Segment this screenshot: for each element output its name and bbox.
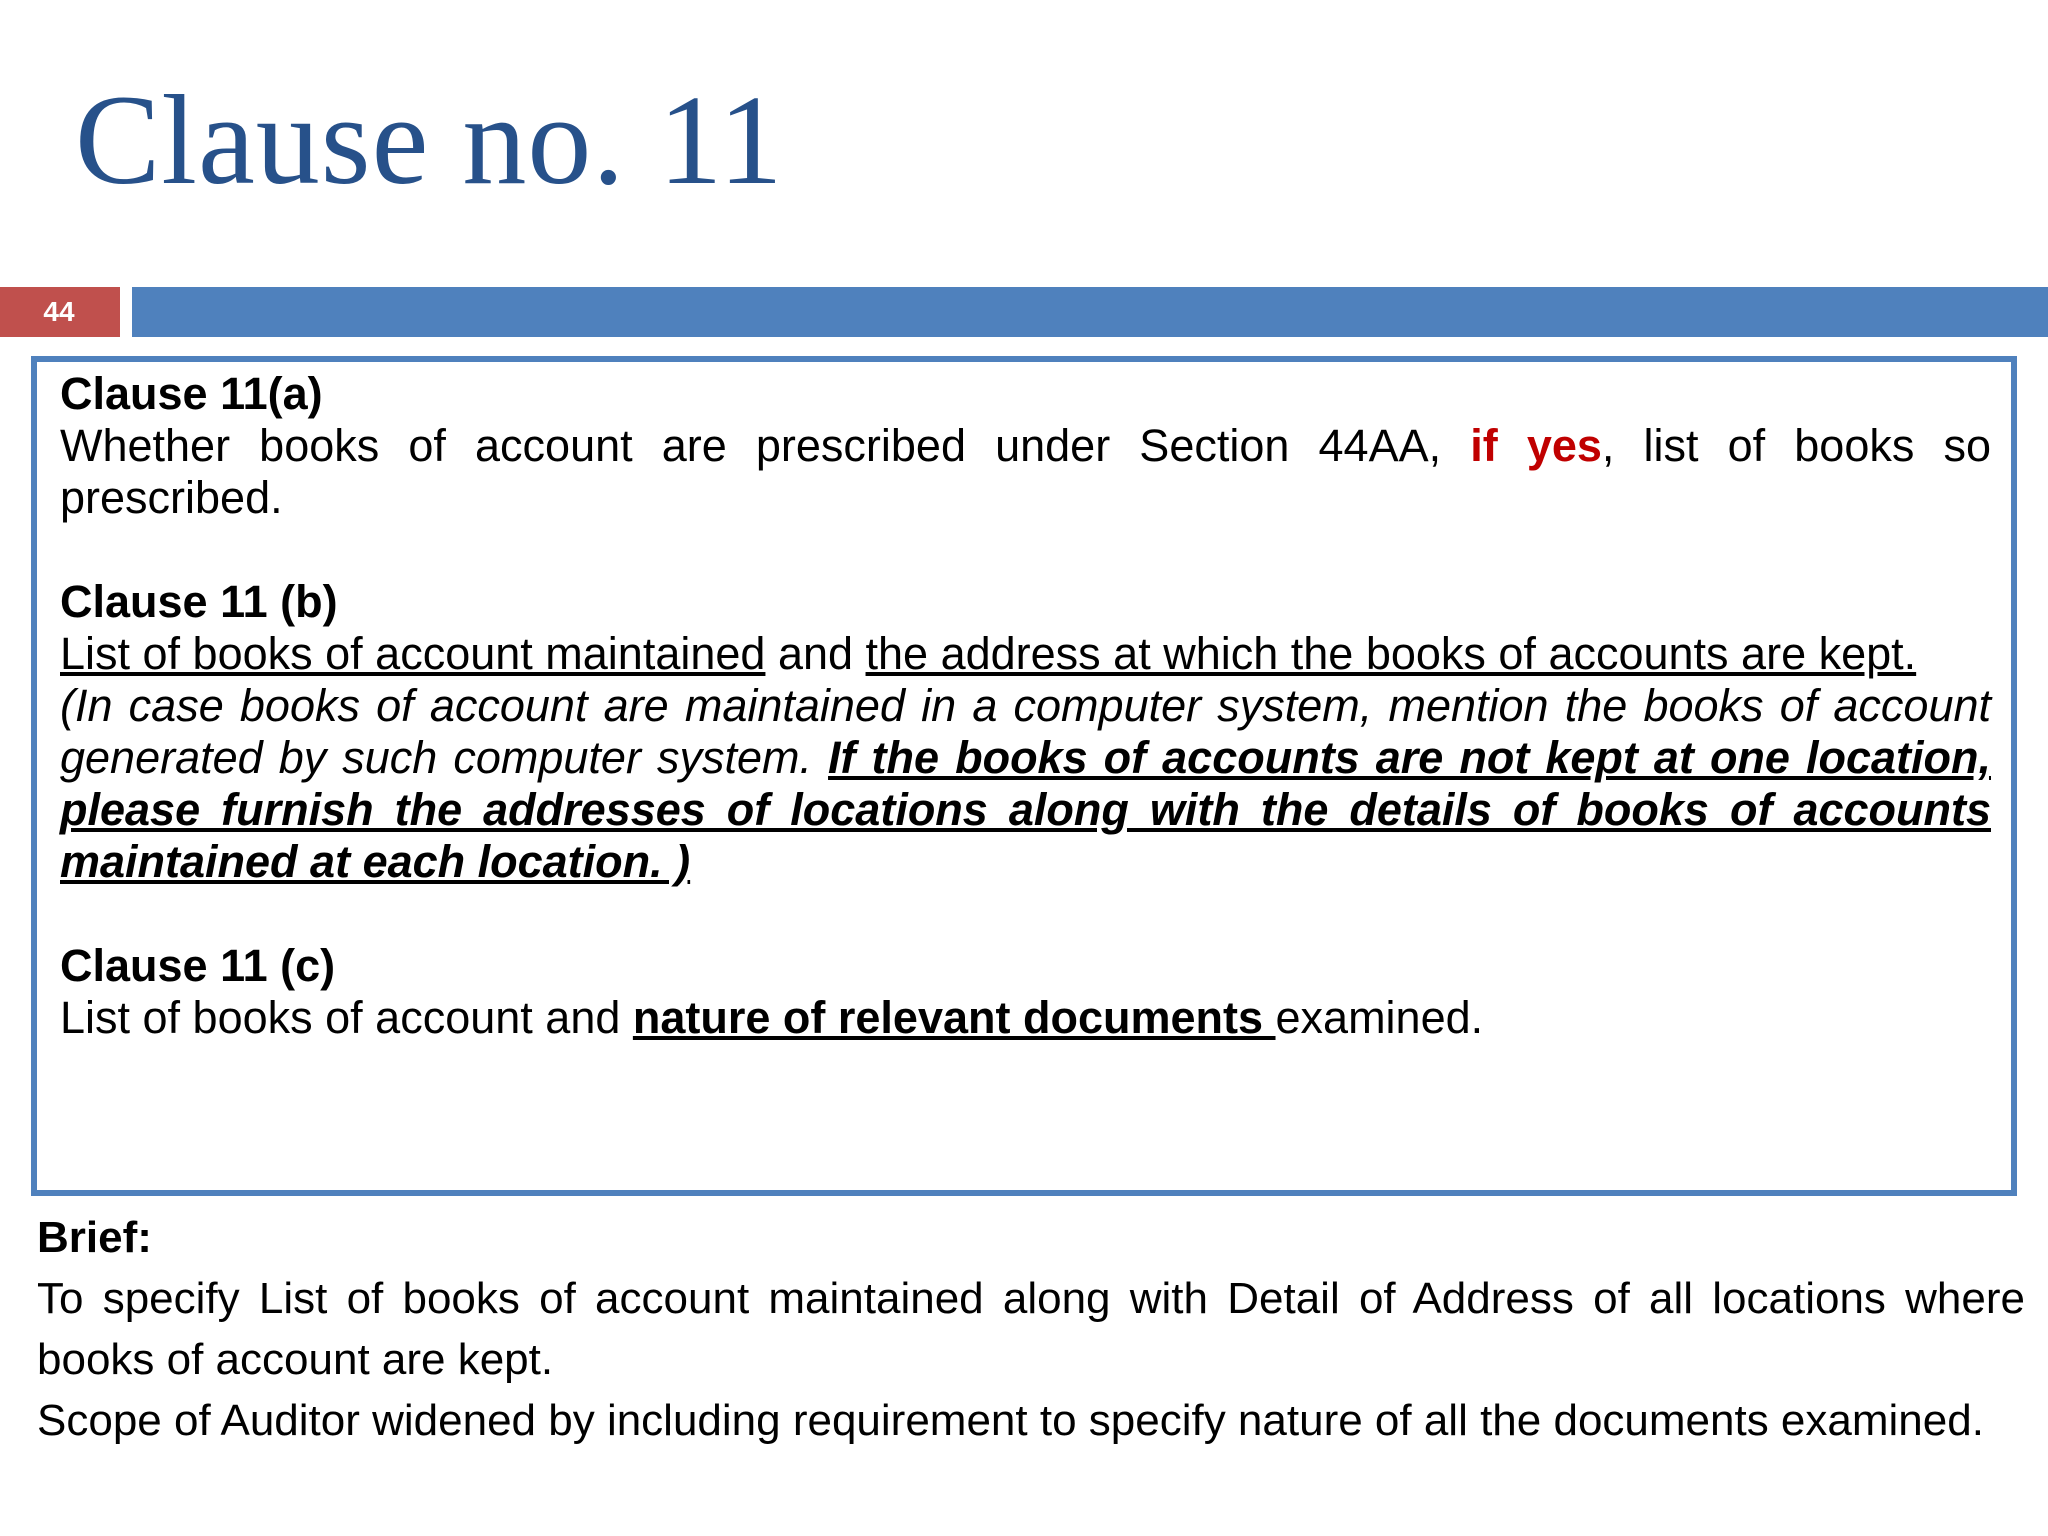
- clause-11b-address: the address at which the books of accounts are kept.: [865, 628, 1917, 679]
- brief-heading: Brief:: [37, 1213, 152, 1262]
- clause-11b-note: [60, 680, 1991, 888]
- clause-11a-text: [60, 420, 1991, 524]
- clause-11b-heading: Clause 11 (b): [60, 576, 338, 627]
- clause-11c-text-start: List of books of account and: [60, 992, 633, 1043]
- clause-11c-text-end: examined.: [1275, 992, 1484, 1043]
- clause-11b-italic-note: (In case books of account are maintained in a computer system, mention the books of account generated by such computer system.: [60, 680, 1991, 783]
- slide-title: Clause no. 11: [75, 69, 784, 211]
- clause-11a-heading: Clause 11(a): [60, 368, 323, 419]
- brief-line-2: Scope of Auditor widened by including requirement to specify nature of all the documents examined.: [37, 1396, 1984, 1445]
- clause-11c-emphasis: nature of relevant documents: [632, 992, 1276, 1043]
- clause-11a-text-start: Whether books of account are prescribed under Section 44AA,: [60, 420, 1471, 471]
- clause-spacer: [60, 524, 1991, 576]
- clause-11c-text: [60, 992, 1991, 1044]
- clause-11b-text: [60, 628, 1991, 680]
- clause-box: [31, 356, 2017, 1196]
- clause-11a-text-end: , list of books so prescribed.: [60, 420, 1991, 523]
- title-divider-bar: [132, 287, 2048, 337]
- clause-11c-heading: Clause 11 (c): [60, 940, 336, 991]
- brief-section: [37, 1207, 2025, 1451]
- clause-11b-connector: and: [765, 628, 866, 679]
- clause-11a-highlight: if yes: [1470, 420, 1602, 471]
- clause-11b-books-list: List of books of account maintained: [60, 628, 766, 679]
- clause-11b-emphasis: If the books of accounts are not kept at one location, please furnish the addresses of locations along with the details of books of accounts maintained at each location. ): [60, 732, 1991, 887]
- brief-line-1: To specify List of books of account maintained along with Detail of Address of all locations where books of account are kept.: [37, 1274, 2025, 1384]
- clause-spacer: [60, 888, 1991, 940]
- slide-number: 44: [0, 287, 120, 337]
